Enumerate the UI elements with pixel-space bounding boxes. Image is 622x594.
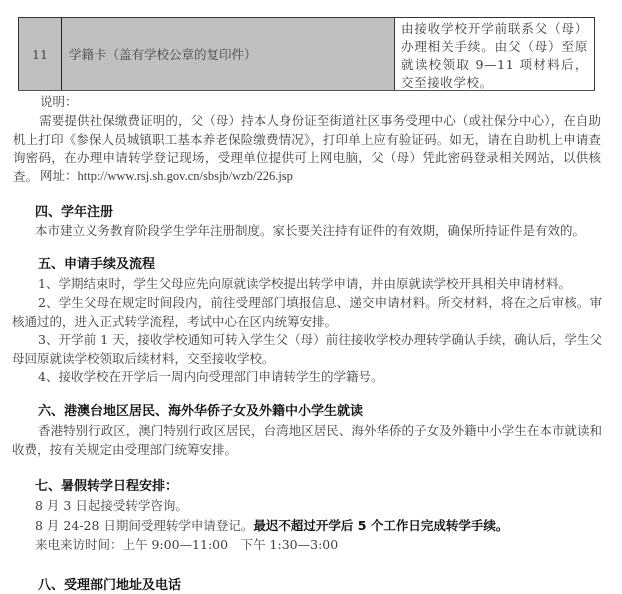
section-7-line-3: 来电来访时间：上午 9:00—11:00 下午 1:30—3:00 — [35, 537, 339, 552]
section-5-item-3 — [12, 331, 602, 368]
section-7-line-2-bold: 最迟不超过开学后 5 个工作日完成转学手续。 — [253, 518, 509, 533]
section-5-item-3-text: 3、开学前 1 天，接收学校通知可转入学生父（母）前往接收学校办理转学确认手续，确认后，学生父母回原就读学校领取后续材料，交至接收学校。 — [12, 332, 602, 366]
section-6-heading: 六、港澳台地区居民、海外华侨子女及外籍中小学生就读 — [38, 404, 364, 419]
section-6-body — [12, 422, 602, 459]
section-7-line-2-normal: 8 月 24-28 日期间受理转学申请登记。 — [35, 518, 254, 533]
section-8-heading: 八、受理部门地址及电话 — [38, 578, 182, 593]
section-7-line-2 — [35, 518, 508, 534]
notes-label: 说明： — [40, 94, 78, 109]
section-5-item-4-text: 4、接收学校在开学后一周内向受理部门申请转学生的学籍号。 — [38, 369, 384, 384]
section-5-item-1 — [12, 275, 602, 294]
section-7-line-1: 8 月 3 日起接受转学咨询。 — [35, 498, 188, 513]
section-5-item-2-text: 2、学生父母在规定时间段内，前往受理部门填报信息、递交申请材料。所交材料，将在之后审核。审核通过的，进入正式转学流程，考试中心在区内统筹安排。 — [12, 295, 602, 329]
materials-table-row — [18, 17, 595, 91]
notes-paragraph-text: 需要提供社保缴费证明的，父（母）持本人身份证至街道社区事务受理中心（或社保分中心），在自助机上打印《参保人员城镇职工基本养老保险缴费情况》，打印单上应有验证码。如无，请在自助机上申请查询密码，在办理申请转学登记现场，受理单位提供可上网电脑，父（母）凭此密码登录相关网站，以供核查。 — [13, 113, 601, 184]
row-number: 11 — [19, 18, 62, 90]
section-5-item-1-text: 1、学期结束时，学生父母应先向原就读学校提出转学申请，并由原就读学校开具相关申请材料。 — [38, 276, 571, 291]
section-5-heading: 五、申请手续及流程 — [38, 257, 156, 272]
url-label: 网址： — [40, 168, 78, 183]
section-6-body-text: 香港特别行政区，澳门特别行政区居民，台湾地区居民、海外华侨的子女及外籍中小学生在本市就读和收费，按有关规定由受理部门统筹安排。 — [12, 423, 602, 457]
url-link[interactable]: http://www.rsj.sh.gov.cn/sbsjb/wzb/226.jsp — [77, 169, 293, 183]
section-4-body: 本市建立义务教育阶段学生学年注册制度。家长要关注持有证件的有效期，确保所持证件是有效的。 — [35, 223, 586, 238]
notes-url-line — [40, 168, 293, 184]
section-4-heading: 四、学年注册 — [35, 205, 114, 220]
section-5-item-4 — [12, 368, 602, 387]
row-note: 由接收学校开学前联系父（母）办理相关手续。由父（母）至原就读校领取 9—11 项材料后，交至接收学校。 — [395, 18, 594, 90]
section-5-item-2 — [12, 294, 602, 331]
section-7-heading: 七、暑假转学日程安排： — [35, 479, 179, 494]
row-item: 学籍卡（盖有学校公章的复印件） — [62, 18, 395, 90]
